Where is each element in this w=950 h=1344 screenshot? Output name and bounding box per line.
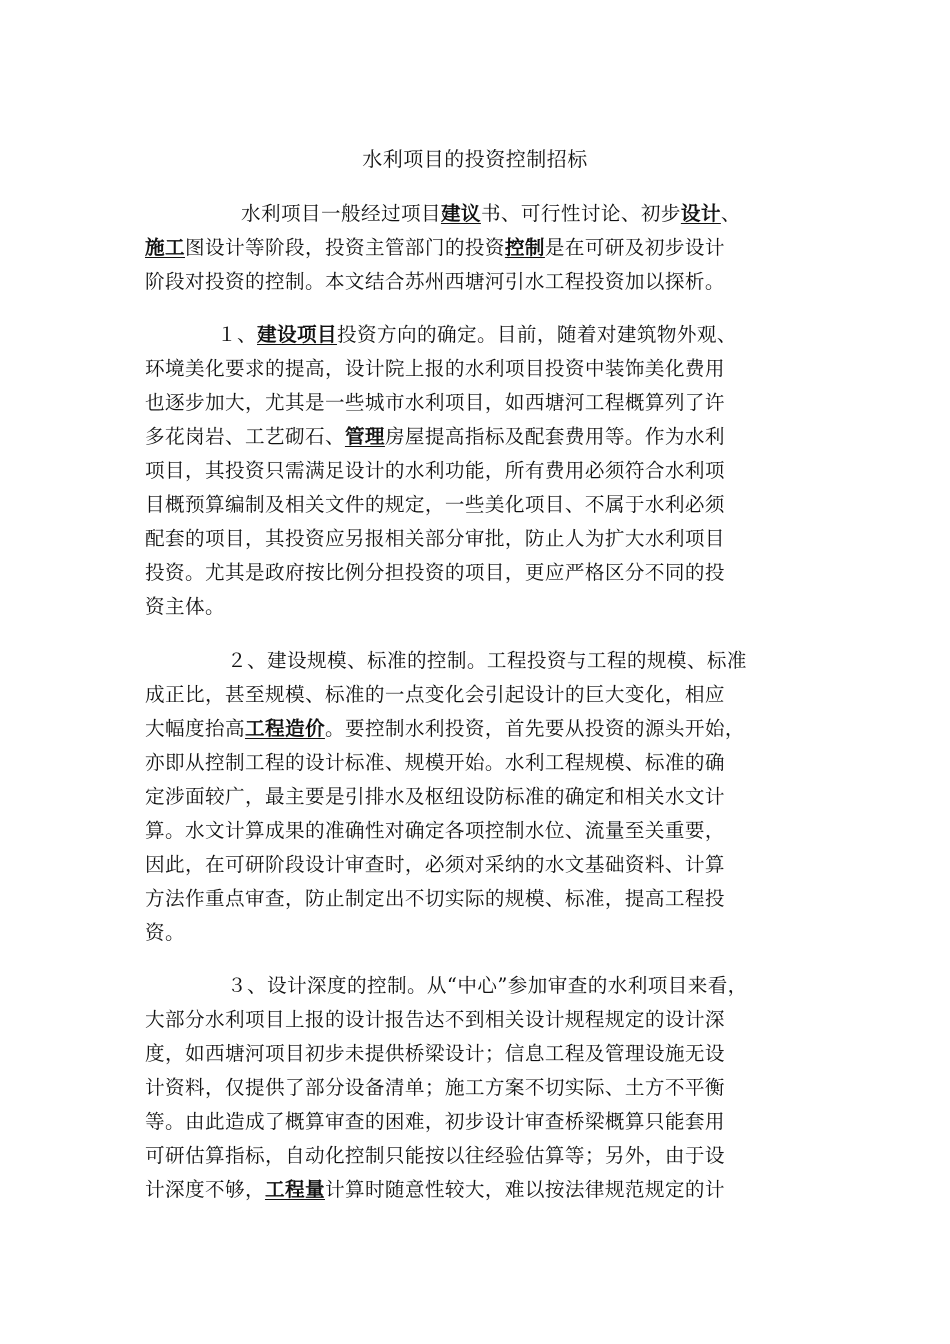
link-shigong[interactable]: 施工 [145,236,185,259]
link-guanli[interactable]: 管理 [344,425,385,448]
s1-line-4 [145,420,805,454]
s1-line-7: 配套的项目，其投资应另报相关部分审批，防止人为扩大水利项目 [145,527,725,550]
text-run: 、 [720,202,741,225]
text-run: 多花岗岩、工艺砌石、 [145,425,345,448]
s2-line-6: 算。水文计算成果的准确性对确定各项控制水位、流量至关重要， [145,819,725,842]
s3-line-6: 可研估算指标，自动化控制只能按以往经验估算等；另外，由于设 [145,1144,725,1167]
s2-line-3 [145,712,805,746]
s3-line-4: 计资料，仅提供了部分设备清单；施工方案不切实际、土方不平衡 [145,1076,725,1099]
section-3-paragraph [145,969,805,1207]
link-jianshe-xiangmu[interactable]: 建设项目 [257,323,337,346]
link-kongzhi[interactable]: 控制 [504,236,545,259]
text-run: 房屋提高指标及配套费用等。作为水利 [384,425,725,448]
document-title: 水利项目的投资控制招标 [362,147,588,171]
s1-line-3: 也逐步加大，尤其是一些城市水利项目，如西塘河工程概算列了许 [145,391,725,414]
text-run: 是在可研及初步设计 [544,236,725,259]
s2-line-7: 因此，在可研阶段设计审查时，必须对采纳的水文基础资料、计算 [145,853,725,876]
s1-line-1 [145,318,805,352]
text-run: 计深度不够， [145,1178,265,1201]
s1-line-9: 资主体。 [145,595,225,618]
text-run: 大幅度抬高 [145,717,245,740]
s2-line-4: 亦即从控制工程的设计标准、规模开始。水利工程规模、标准的确 [145,751,725,774]
link-gongchengliang[interactable]: 工程量 [264,1178,325,1201]
text-run: 投资方向的确定。目前，随着对建筑物外观、 [336,323,737,346]
s3-line-7 [145,1173,805,1207]
text-run: 。要控制水利投资，首先要从投资的源头开始， [324,717,745,740]
s3-line-1: ３、设计深度的控制。从“中心”参加审查的水利项目来看， [227,974,748,997]
intro-line-2 [145,231,805,265]
s1-line-6: 目概预算编制及相关文件的规定，一些美化项目、不属于水利必须 [145,493,725,516]
s1-line-8: 投资。尤其是政府按比例分担投资的项目，更应严格区分不同的投 [145,561,725,584]
s2-line-9: 资。 [145,921,185,944]
text-run: 图设计等阶段，投资主管部门的投资 [185,236,505,259]
s1-line-2: 环境美化要求的提高，设计院上报的水利项目投资中装饰美化费用 [145,357,725,380]
s3-line-3: 度，如西塘河项目初步未提供桥梁设计；信息工程及管理设施无设 [145,1042,725,1065]
text-run: 计算时随意性较大，难以按法律规范规定的计 [324,1178,725,1201]
s2-line-2: 成正比，甚至规模、标准的一点变化会引起设计的巨大变化，相应 [145,683,725,706]
section-2-paragraph [145,644,805,950]
s1-line-5: 项目，其投资只需满足设计的水利功能，所有费用必须符合水利项 [145,459,725,482]
intro-paragraph [145,197,805,299]
link-gongcheng-zaojia[interactable]: 工程造价 [244,717,325,740]
intro-line-3: 阶段对投资的控制。本文结合苏州西塘河引水工程投资加以探析。 [145,270,725,293]
link-jianyi[interactable]: 建议 [440,202,481,225]
text-run: 书、可行性讨论、初步 [480,202,681,225]
s3-line-5: 等。由此造成了概算审查的困难，初步设计审查桥梁概算只能套用 [145,1110,725,1133]
section-1-paragraph [145,318,805,624]
intro-line-1 [145,197,805,231]
link-sheji[interactable]: 设计 [680,202,721,225]
s2-line-1: ２、建设规模、标准的控制。工程投资与工程的规模、标准 [227,649,747,672]
s2-line-5: 定涉面较广，最主要是引排水及枢纽设防标准的确定和相关水文计 [145,785,725,808]
s3-line-2: 大部分水利项目上报的设计报告达不到相关设计规程规定的设计深 [145,1008,725,1031]
text-run: 水利项目一般经过项目 [241,202,441,225]
text-run: １、 [217,323,257,346]
s2-line-8: 方法作重点审查，防止制定出不切实际的规模、标准，提高工程投 [145,887,725,910]
